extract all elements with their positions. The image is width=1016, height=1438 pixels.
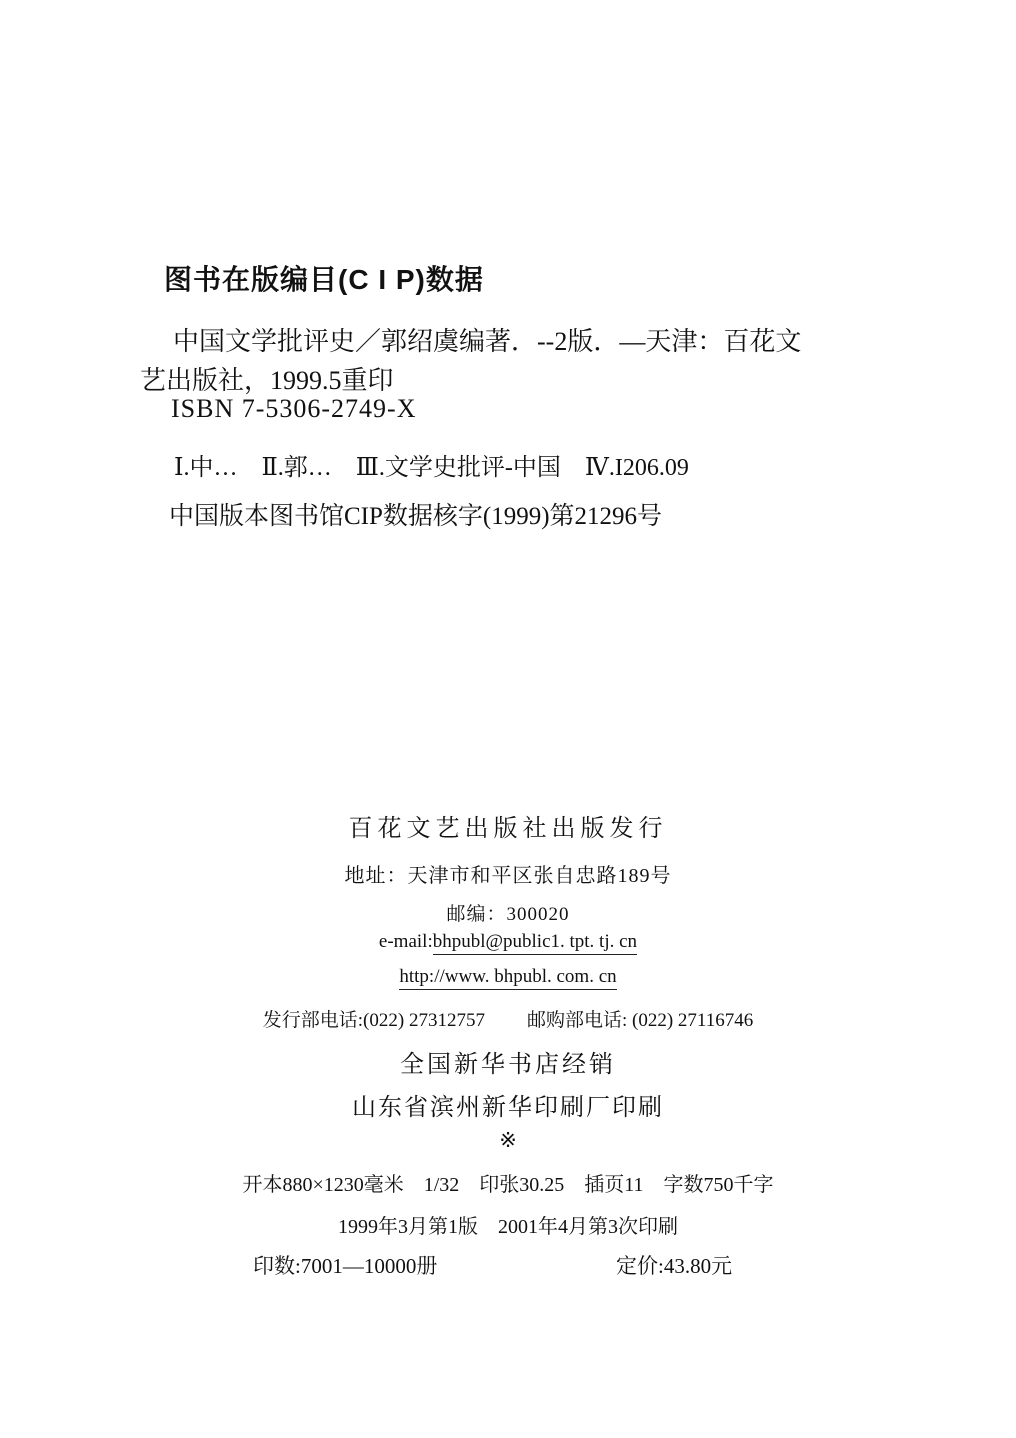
email-label: e-mail: — [378, 931, 433, 952]
cip-entry-line2: 艺出版社，1999.5重印 — [140, 366, 394, 395]
cip-record-number: 中国版本图书馆CIP数据核字(1999)第21296号 — [169, 503, 663, 530]
publisher-line: 百花文艺出版社出版发行 — [348, 816, 668, 842]
reference-mark: ※ — [499, 1128, 517, 1152]
website-line — [0, 966, 1016, 988]
mail-order-phone: 邮购部电话: (022) 27116746 — [526, 1010, 754, 1031]
printer-line: 山东省滨州新华印刷厂印刷 — [352, 1095, 664, 1121]
cip-entry-line1: 中国文学批评史／郭绍虞编著．--2版．—天津：百花文 — [173, 327, 802, 356]
distribution-line: 全国新华书店经销 — [400, 1052, 616, 1078]
sales-phone: 发行部电话:(022) 27312757 — [262, 1010, 485, 1031]
print-run: 印数:7001—10000册 — [253, 1254, 438, 1278]
email-address: bhpubl@public1. tpt. tj. cn — [433, 931, 637, 955]
isbn-number: ISBN 7-5306-2749-X — [171, 394, 417, 423]
format-spec-line: 开本880×1230毫米 1/32 印张30.25 插页11 字数750千字 — [242, 1174, 774, 1196]
cip-heading: 图书在版编目(C I P)数据 — [164, 264, 484, 295]
edition-line: 1999年3月第1版 2001年4月第3次印刷 — [338, 1216, 678, 1238]
publisher-address: 地址：天津市和平区张自忠路189号 — [344, 865, 672, 887]
website-url: http://www. bhpubl. com. cn — [399, 966, 616, 990]
phone-line — [0, 1005, 1016, 1032]
cip-entry — [140, 322, 900, 400]
price: 定价:43.80元 — [616, 1254, 733, 1278]
cip-tracing-line: Ⅰ.中… Ⅱ.郭… Ⅲ.文学史批评-中国 Ⅳ.I206.09 — [174, 455, 689, 481]
email-line — [0, 931, 1016, 953]
postcode-line: 邮编：300020 — [446, 904, 570, 925]
